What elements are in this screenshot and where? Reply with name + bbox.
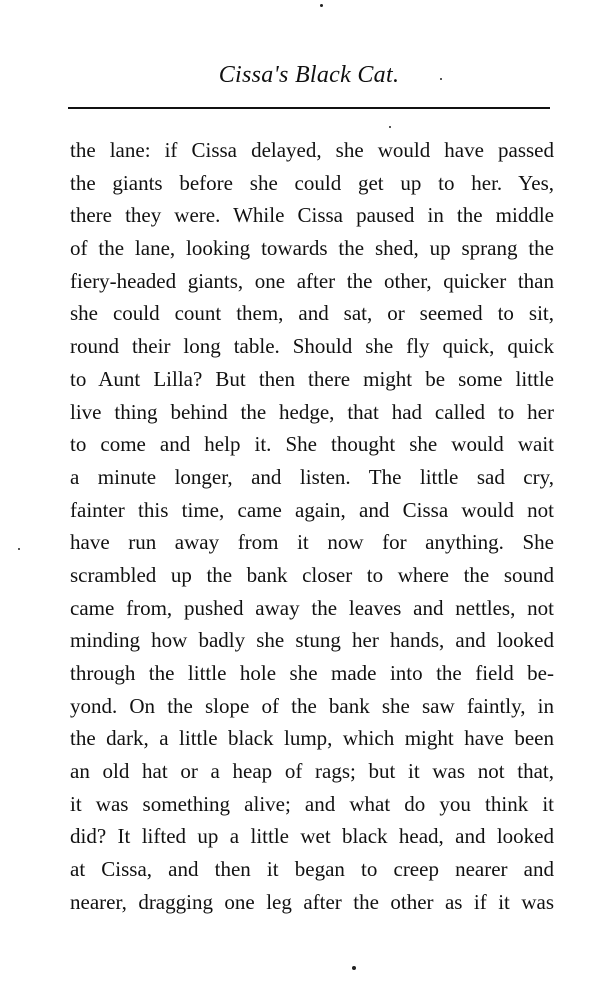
text-line: there they were. While Cissa paused in the middle: [70, 203, 554, 228]
text-line: through the little hole she made into the field be-: [70, 661, 554, 685]
text-line: at Cissa, and then it began to creep nearer and: [70, 857, 554, 882]
text-line: to Aunt Lilla? But then there might be some little: [70, 366, 554, 391]
print-speck: [320, 4, 323, 7]
text-line: yond. On the slope of the bank she saw faintly, in: [70, 693, 554, 718]
text-line: to come and help it. She thought she would wait: [70, 432, 554, 457]
text-line: an old hat or a heap of rags; but it was not that,: [70, 759, 554, 784]
text-line: round their long table. Should she fly quick, quick: [70, 334, 554, 359]
text-line: the giants before she could get up to her. Yes,: [70, 170, 554, 195]
text-line: minding how badly she stung her hands, and looked: [70, 628, 554, 653]
print-speck: [18, 548, 20, 550]
text-line: did? It lifted up a little wet black head, and looked: [70, 824, 554, 849]
text-line: the dark, a little black lump, which might have been: [70, 726, 554, 751]
text-line: live thing behind the hedge, that had called to her: [70, 399, 554, 424]
text-line: of the lane, looking towards the shed, up sprang the: [70, 236, 554, 261]
text-line: a minute longer, and listen. The little sad cry,: [70, 464, 554, 489]
text-line: fainter this time, came again, and Cissa would not: [70, 497, 554, 522]
text-line: the lane: if Cissa delayed, she would have passed: [70, 138, 554, 162]
print-speck: [352, 966, 356, 970]
text-line: nearer, dragging one leg after the other as if it was: [70, 889, 554, 914]
print-speck: [440, 78, 442, 80]
text-line: it was something alive; and what do you think it: [70, 791, 554, 816]
print-speck: [389, 126, 391, 128]
running-head: Cissa's Black Cat.: [218, 62, 400, 88]
header-rule: [68, 107, 550, 109]
body-text: [70, 134, 554, 919]
text-line: she could count them, and sat, or seemed to sit,: [70, 301, 554, 326]
text-line: fiery-headed giants, one after the other, quicker than: [70, 268, 554, 293]
text-line: have run away from it now for anything. She: [70, 530, 554, 555]
text-line: scrambled up the bank closer to where the sound: [70, 562, 554, 587]
text-line: came from, pushed away the leaves and nettles, not: [70, 595, 554, 620]
